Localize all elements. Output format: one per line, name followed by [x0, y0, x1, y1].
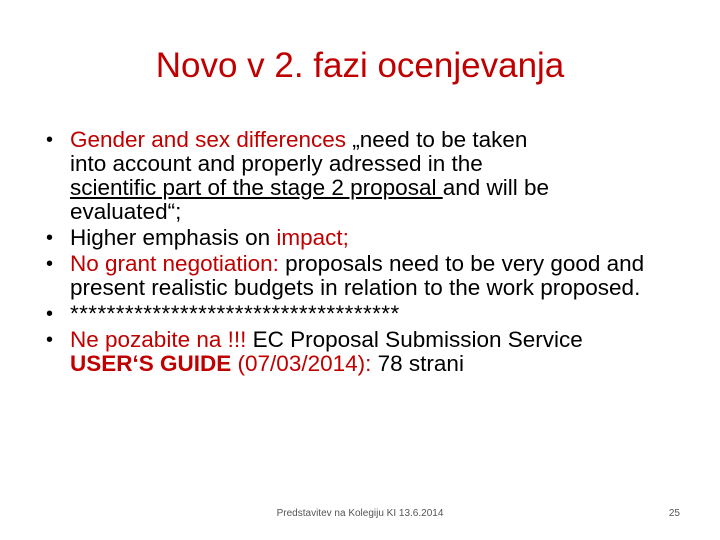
gender-text-4: evaluated“;: [70, 199, 182, 224]
bullet-item-negotiation: [46, 252, 686, 300]
bullet-dot: •: [46, 227, 54, 249]
negotiation-label: No grant negotiation:: [70, 251, 279, 276]
reminder-label: Ne pozabite na !!!: [70, 327, 247, 352]
gender-text-3: and will be: [442, 175, 550, 200]
gender-text-2: into account and properly adressed in the: [70, 151, 483, 176]
page-number: 25: [668, 508, 680, 519]
gender-text-1: „need to be taken: [346, 127, 528, 152]
bullet-dot: •: [46, 329, 54, 351]
bullet-dot: •: [46, 253, 54, 275]
impact-label: impact;: [276, 225, 349, 250]
users-guide-date: (07/03/2014):: [231, 351, 372, 376]
reminder-text: EC Proposal Submission Service: [246, 327, 583, 352]
gender-label: Gender and sex differences: [70, 127, 347, 152]
users-guide-pages: 78 strani: [371, 351, 464, 376]
bullet-item-gender: [46, 128, 686, 224]
gender-underlined-text: scientific part of the stage 2 proposal: [70, 175, 443, 200]
negotiation-text: proposals need to be very good and present realistic budgets in relation to the work proposed.: [70, 251, 645, 300]
bullet-dot: •: [46, 303, 54, 325]
users-guide-label: USER‘S GUIDE: [70, 351, 232, 376]
footer-text: Predstavitev na Kolegiju KI 13.6.2014: [276, 508, 444, 519]
bullet-item-impact: [46, 226, 686, 250]
impact-text: Higher emphasis on: [70, 225, 277, 250]
slide-title: Novo v 2. fazi ocenjevanja: [155, 46, 565, 85]
bullet-list: [46, 128, 686, 378]
bullet-item-reminder: [46, 328, 686, 376]
bullet-item-separator: [46, 302, 686, 326]
bullet-dot: •: [46, 129, 54, 151]
asterisk-separator: ************************************: [70, 301, 400, 326]
